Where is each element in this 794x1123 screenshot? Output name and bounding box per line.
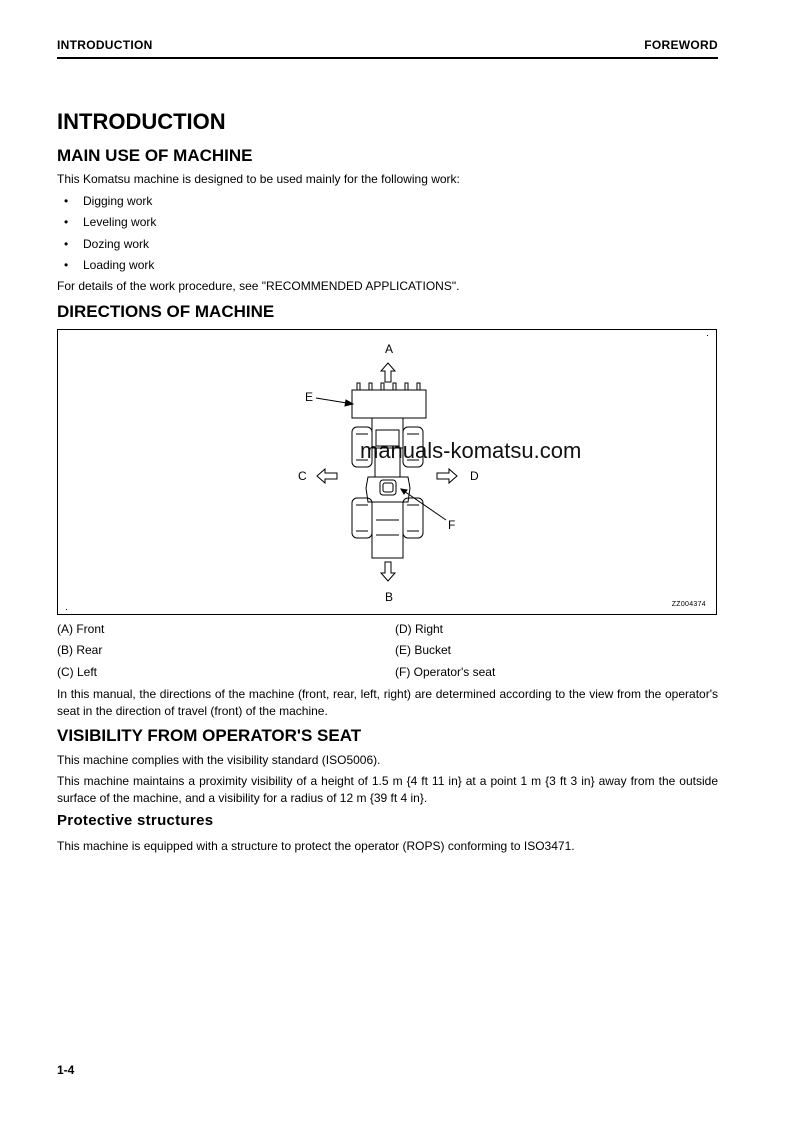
page-number: 1-4 xyxy=(57,1063,75,1077)
bucket-shape xyxy=(352,383,426,418)
arrow-rear-icon xyxy=(381,562,395,581)
machine-top-view-diagram xyxy=(58,330,718,616)
rear-body-shape xyxy=(372,502,403,558)
label-e: E xyxy=(305,390,314,404)
figure-id: ZZ004374 xyxy=(671,601,706,608)
protective-structures-text: This machine is equipped with a structure to protect the operator (ROPS) conforming to ISO3471. xyxy=(57,839,575,853)
legend-item-rear: (B) Rear xyxy=(57,643,103,657)
list-item: • Leveling work xyxy=(64,215,157,230)
page-title: INTRODUCTION xyxy=(57,109,226,134)
legend-item-right: (D) Right xyxy=(395,622,444,636)
rear-left-tire xyxy=(352,498,372,538)
directions-description: In this manual, the directions of the machine (front, rear, left, right) are determined according to the view from the operator's seat in the direction of travel (front) of the machine. xyxy=(57,687,718,718)
arrow-front-icon xyxy=(381,363,395,382)
main-use-intro: This Komatsu machine is designed to be used mainly for the following work: xyxy=(57,172,460,186)
work-list xyxy=(57,192,156,278)
legend-item-operator-seat: (F) Operator's seat xyxy=(395,665,496,679)
list-item: • Dozing work xyxy=(64,236,150,251)
list-item: • Loading work xyxy=(64,258,155,273)
label-a: A xyxy=(385,342,394,356)
running-header-chapter: FOREWORD xyxy=(644,38,718,52)
visibility-heading: VISIBILITY FROM OPERATOR'S SEAT xyxy=(57,726,362,745)
legend-item-front: (A) Front xyxy=(57,622,105,636)
arrow-left-icon xyxy=(317,469,337,483)
legend-item-left: (C) Left xyxy=(57,665,98,679)
label-d: D xyxy=(470,469,479,483)
protective-structures-heading: Protective structures xyxy=(57,812,214,829)
label-b: B xyxy=(385,590,394,604)
arrow-right-icon xyxy=(437,469,457,483)
bullet-icon: • xyxy=(64,258,69,273)
list-item: • Digging work xyxy=(64,194,153,208)
legend-item-bucket: (E) Bucket xyxy=(395,643,452,657)
label-f: F xyxy=(448,518,456,532)
bullet-icon: • xyxy=(64,215,69,230)
directions-figure xyxy=(57,329,717,615)
directions-heading: DIRECTIONS OF MACHINE xyxy=(57,302,275,321)
bullet-icon: • xyxy=(64,194,69,208)
main-use-note: For details of the work procedure, see "RECOMMENDED APPLICATIONS". xyxy=(57,279,460,293)
label-c: C xyxy=(298,469,307,483)
header-divider xyxy=(57,57,718,59)
watermark: manuals-komatsu.com xyxy=(360,438,582,463)
visibility-standard-text: This machine complies with the visibility standard (ISO5006). xyxy=(57,753,381,767)
running-header-section: INTRODUCTION xyxy=(57,38,153,52)
bullet-icon: • xyxy=(64,236,69,251)
main-use-heading: MAIN USE OF MACHINE xyxy=(57,146,253,165)
visibility-detail-text: This machine maintains a proximity visibility of a height of 1.5 m {4 ft 11 in} at a point 1 m {3 ft 3 in} away from the outside surface of the machine, and a visibility for a radius of 12 m {39 ft 4 in}. xyxy=(57,774,718,805)
rear-right-tire xyxy=(403,498,423,538)
